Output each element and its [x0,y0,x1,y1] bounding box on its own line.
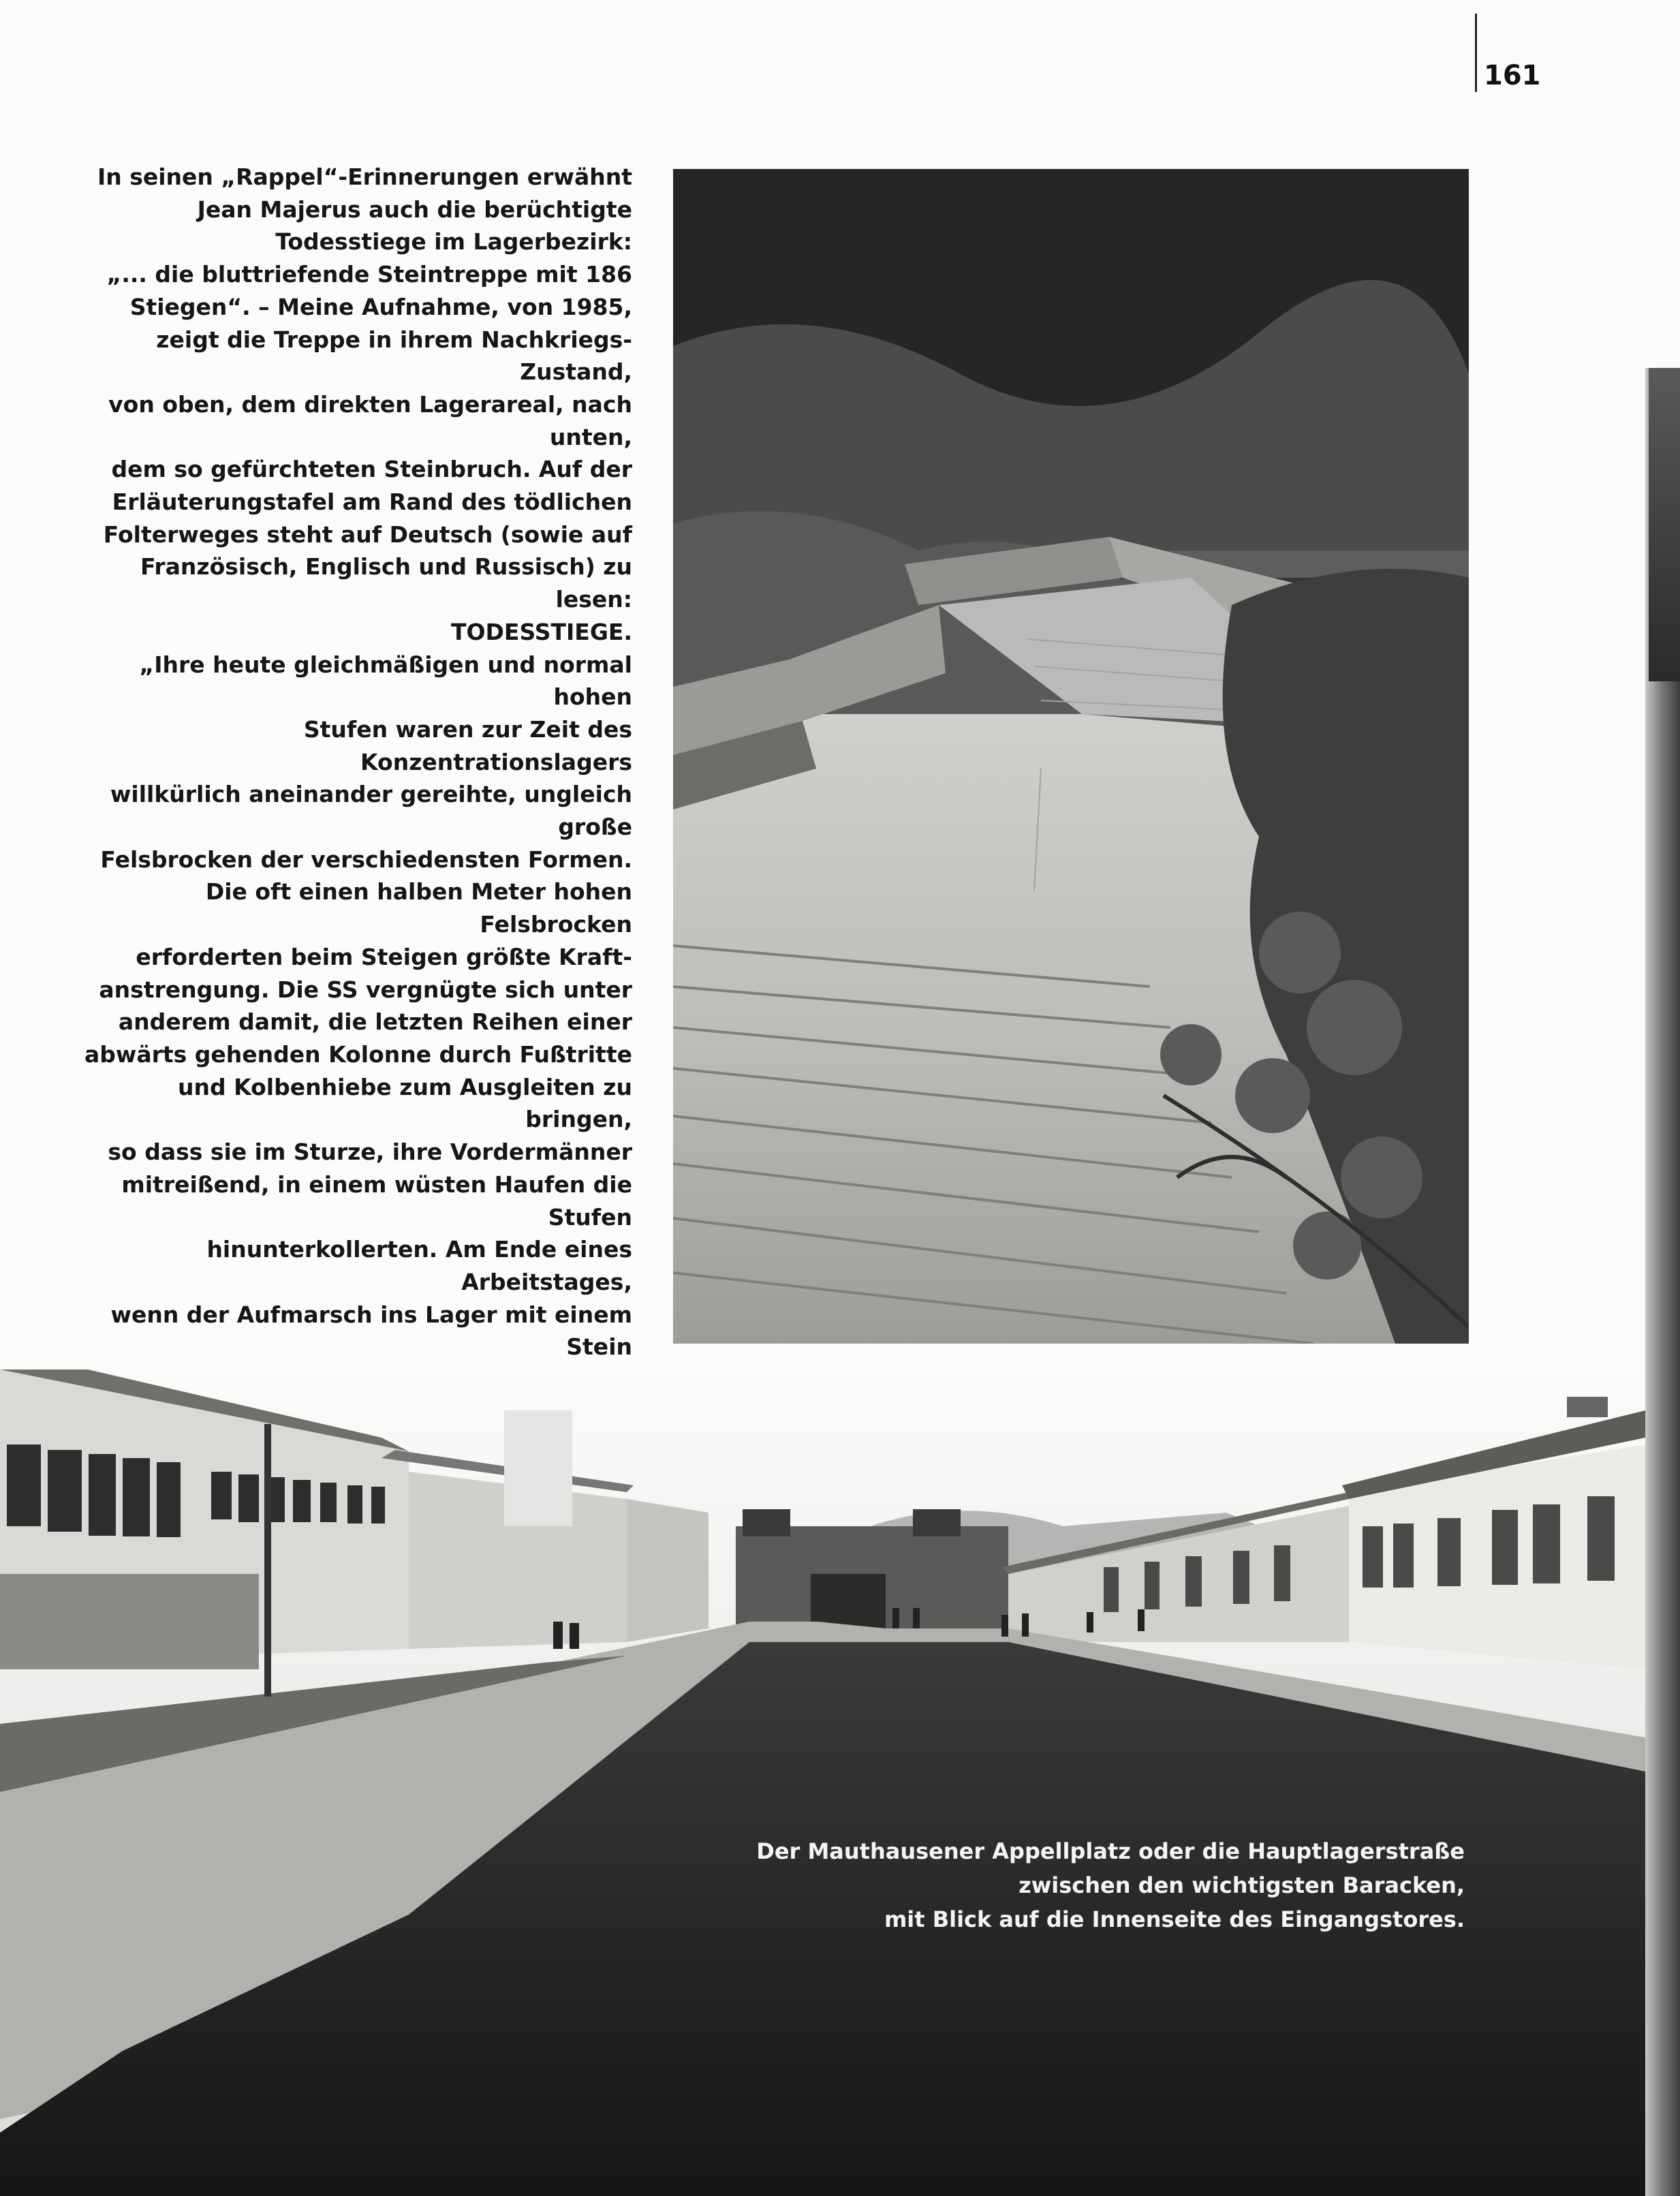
photo-caption: Der Mauthausener Appellplatz oder die Hauptlagerstraße zwischen den wichtigsten Baracken, mit Blick auf die Innenseite des Eingangstores. [756,1838,1465,1932]
book-edge-dark [1649,368,1680,681]
page-number: 161 [1484,60,1541,91]
article-text: In seinen „Rappel“-Erinnerungen erwähnt Jean Majerus auch die berüchtigte Todesstiege im Lagerbezirk: „... die bluttriefende Steintreppe mit 186 Stiegen“. – Meine Aufnahme, von 1985, zeigt die Treppe in ihrem Nachkriegs-Zustand, von oben, dem direkten Lagerareal, nach unten, dem so gefürchteten Steinbruch. Auf der Erläuterungstafel am Rand des tödlichen Folterweges steht auf Deutsch (sowie auf Französisch, Englisch und Russisch) zu lesen: TODESSTIEGE. „Ihre heute gleichmäßigen und normal hohen Stufen waren zur Zeit des Konzentrationslagers willkürlich aneinander gereihte, ungleich große Felsbrocken der verschiedensten Formen. Die oft einen halben Meter hohen Felsbrocken erforderten beim Steigen größte Kraft- anstrengung. Die SS vergnügte sich unter anderem damit, die letzten Reihen einer abwärts gehenden Kolonne durch Fußtritte und Kolbenhiebe zum Ausgleiten zu bringen, so dass sie im Sturze, ihre Vordermänner mitreißend, in einem wüsten Haufen die Stufen hinunterkollerten. Am Ende eines Arbeitstages, wenn der Aufmarsch ins Lager mit einem Stein [84,164,632,1361]
camp-photo [0,1370,1645,2196]
header-rule [1475,14,1477,92]
stairs-photo [673,169,1469,1344]
